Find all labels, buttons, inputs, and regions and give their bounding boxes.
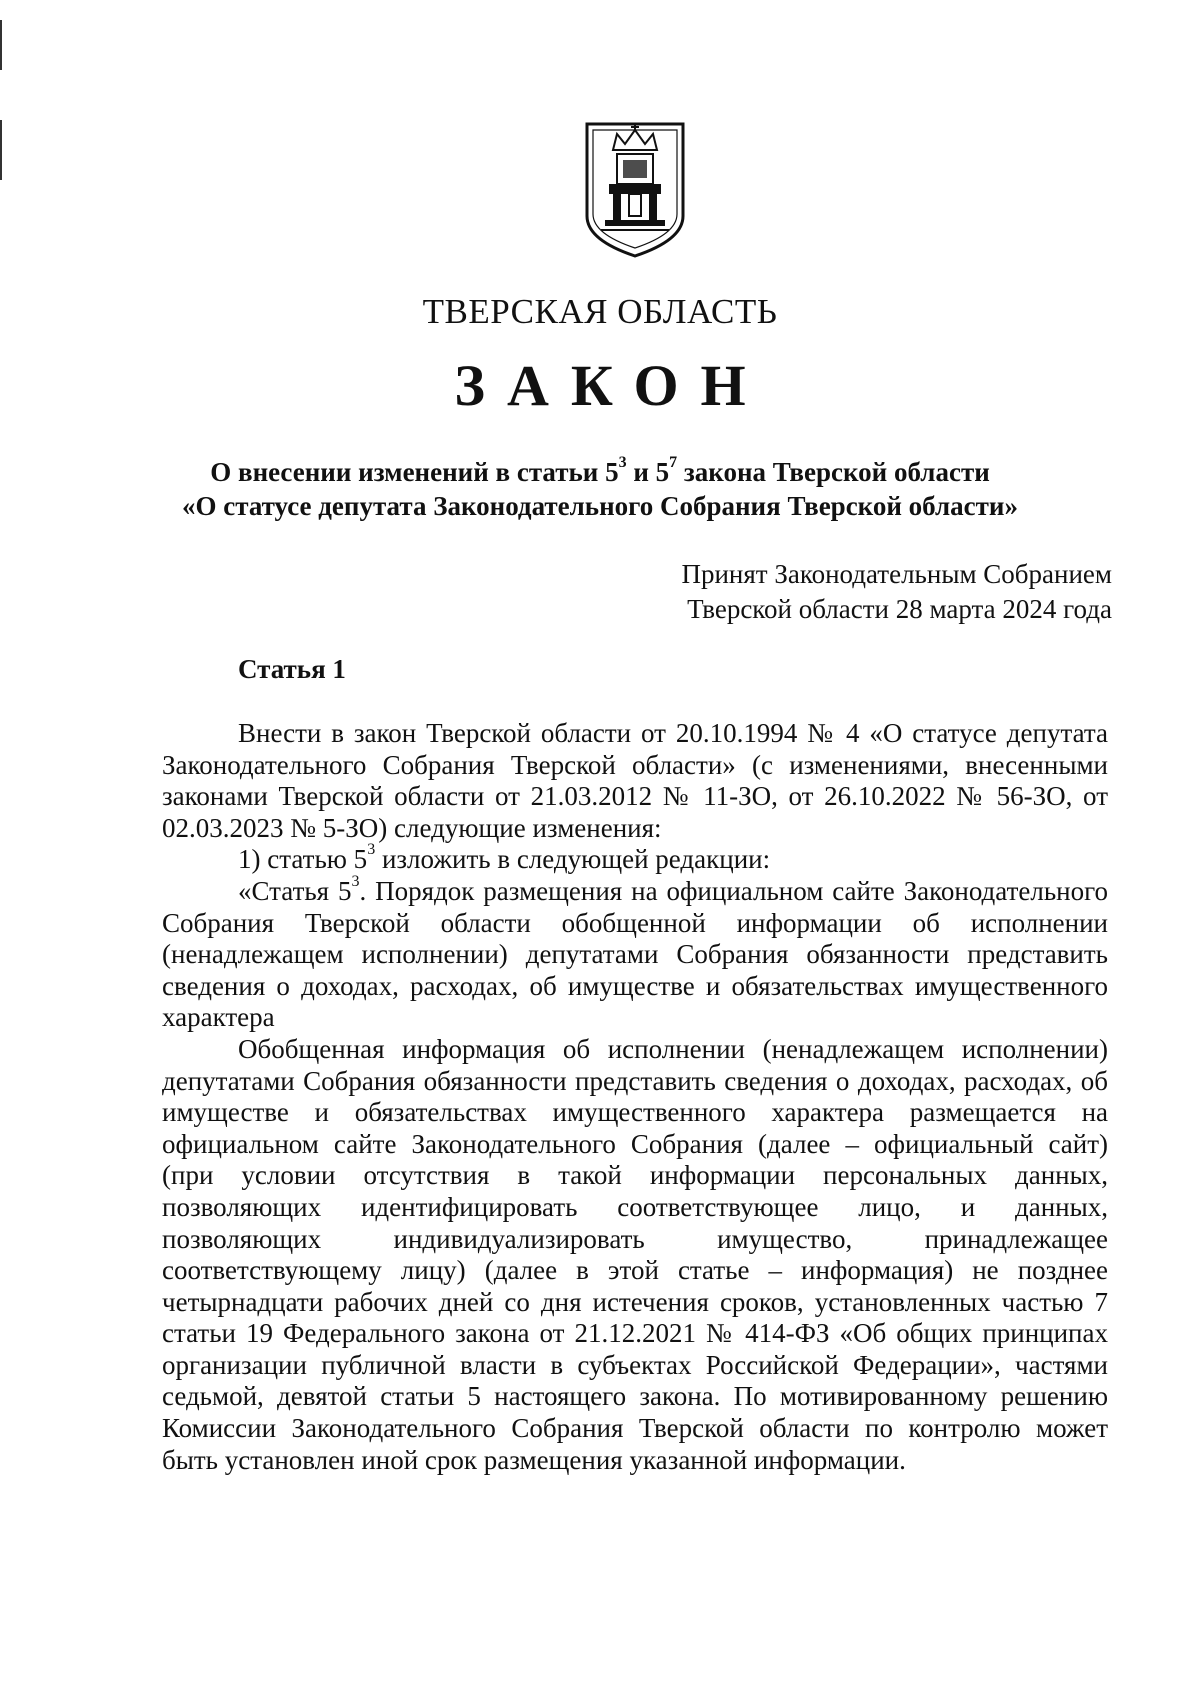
new-article-heading: [162, 872, 1108, 1034]
new-article-superscript: 3: [351, 872, 360, 890]
article-heading: Статья 1: [238, 654, 346, 684]
article-paragraph-2: Обобщенная информация об исполнении (ненадлежащем исполнении) депутатами Собрания обязанности представить сведения о доходах, расходах, об имуществе и обязательствах имущественного характера размещается на официальном сайте Законодательного Собрания (далее – официальный сайт) (при условии отсутствия в такой информации персональных данных, позволяющих идентифицировать соответствующее лицо, и данных, позволяющих индивидуализировать имущество, принадлежащее соответствующему лицу) (далее в этой статье – информация) не позднее четырнадцати рабочих дней со дня истечения сроков, установленных частью 7 статьи 19 Федерального закона от 21.12.2021 № 414-ФЗ «Об общих принципах организации публичной власти в субъектах Российской Федерации», частями седьмой, девятой статьи 5 настоящего закона. По мотивированному решению Комиссии Законодательного Собрания Тверской области по контролю может быть установлен иной срок размещения указанной информации.: [162, 1033, 1108, 1475]
law-title-line2: «О статусе депутата Законодательного Собрания Тверской области»: [182, 491, 1018, 521]
title-superscript: 7: [669, 454, 678, 471]
new-article-text: «Статья 5: [238, 875, 352, 906]
title-superscript: 3: [618, 454, 627, 471]
region-name: ТВЕРСКАЯ ОБЛАСТЬ: [422, 292, 778, 331]
new-article-text: . Порядок размещения на официальном сайте Законодательного Собрания Тверской области обобщенной информации об исполнении (ненадлежащем исполнении) депутатами Собрания обязанности представить сведения о доходах, расходах, об имуществе и обязательствах имущественного характера: [162, 875, 1108, 1033]
adoption-line2: Тверской области 28 марта 2024 года: [687, 594, 1112, 624]
article-item-1: [162, 841, 1108, 876]
title-text: О внесении изменений в статьи 5: [210, 457, 619, 487]
title-text: закона Тверской области: [677, 457, 990, 487]
law-title-line1: [140, 455, 1060, 489]
title-text: и 5: [626, 457, 670, 487]
adoption-line1: Принят Законодательным Собранием: [681, 559, 1112, 589]
item-text: изложить в следующей редакции:: [375, 844, 771, 875]
scan-edge-mark: [0, 120, 2, 180]
tver-coat-of-arms-icon: [583, 120, 687, 260]
article-intro: Внести в закон Тверской области от 20.10.1994 № 4 «О статусе депутата Законодательного Собрания Тверской области» (с изменениями, внесенными законами Тверской области от 21.03.2012 № 11-ЗО, от 26.10.2022 № 56-ЗО, от 02.03.2023 № 5-ЗО) следующие изменения:: [162, 718, 1108, 843]
scan-edge-mark: [0, 20, 2, 70]
law-title: [140, 455, 1060, 523]
adoption-note: [560, 557, 1112, 627]
item-text: 1) статью 5: [238, 844, 368, 875]
item-superscript: 3: [367, 841, 376, 859]
article-body: [162, 718, 1108, 1476]
document-type: ЗАКОН: [454, 353, 768, 418]
